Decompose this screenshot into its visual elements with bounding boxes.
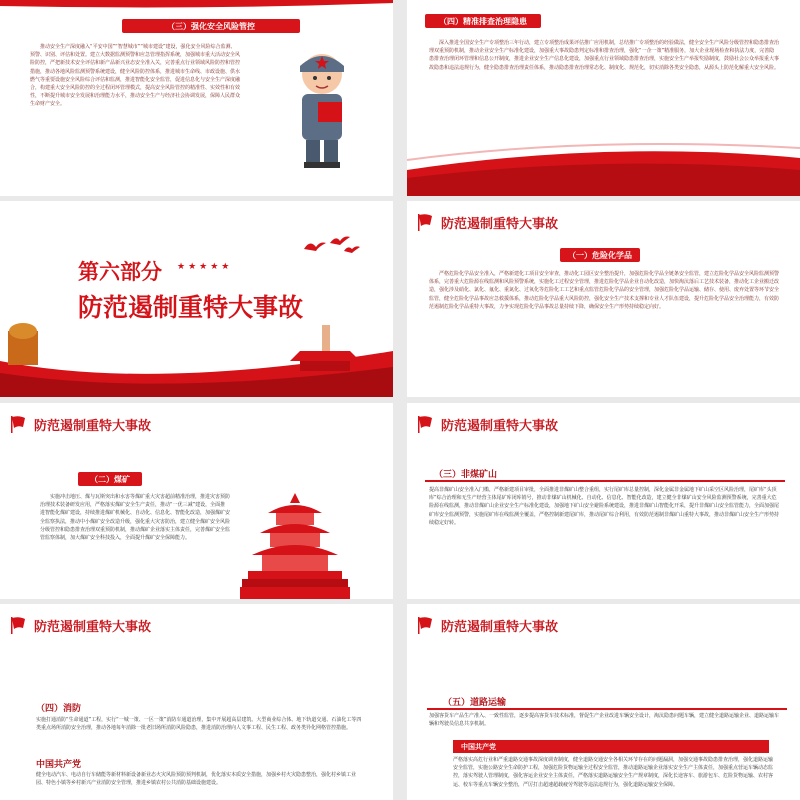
party-flag-icon	[10, 415, 26, 433]
slide-risk-control	[0, 0, 393, 196]
slide-header	[10, 614, 151, 636]
section-paragraph: 深入推进全国安全生产专项整治三年行动，建立专项整治成果评估推广应用机制，总结推广专项整治的经验做法，健全安全生产风险分级管控和隐患排查治理双重预防机制，推动企业安全生产标准化建设，加强重大事故隐患判定标准和排查治理，强化“一企一策”精准服务，加大企业现场检查和执法力度，完善隐患排查治理闭环管理和信息公开制度，推进企业安全生产信息化建设，加强重点行业领域隐患排查治理，实施安全生产举报奖励制度，鼓励社会公众举报重大事故隐患和违法违规行为，健全隐患排查治理责任体系，推动隐患排查治理常态化、制度化、规范化，切实消除各类安全隐患，从源头上防范化解重大安全风险。	[429, 40, 779, 71]
party-flag-icon	[417, 415, 433, 433]
subheading-underline	[427, 708, 787, 710]
party-flag-icon	[10, 616, 26, 634]
soldier-reading-illustration	[288, 48, 356, 170]
section-paragraph: 健全电动汽车、电动自行车储能等新材料新设备新业态火灾风险预防预判机制，优化落实本质安全措施，加强乡村火灾隐患整治，强化村乡镇工业园、特色小镇等乡村新兴产业消防安全管理，推进乡镇农村公共消防基础设施建设。	[36, 772, 357, 787]
party-flag-icon	[417, 213, 433, 231]
slide-header	[417, 413, 558, 435]
temple-of-heaven-illustration	[240, 487, 350, 599]
section-paragraph: 严格落实高危行业和严重道路交通事故深度调查制度，健全道路交通安全各相关环节存在的问题漏洞，加强交通事故隐患排查治理，强化道路运输安全监管，实施公路安全生命防护工程，加强危险货物运输全过程安全监管，推动道路运输企业落实安全生产主体责任，加强重点营运车辆动态监控，落实驾驶人管理制度，强化客运企业安全主体责任，严格落实道路运输安全生产规章制度，深化长途客车、旅游包车、危险货物运输、农村客运、校车等重点车辆安全整治，严厉打击超速超载疲劳驾驶等违法违规行为，强化道路运输安全保障。	[453, 757, 773, 788]
section-subheading: （三）非煤矿山	[434, 470, 498, 480]
section-subheading: （四）精准排查治理隐患	[425, 14, 541, 28]
top-ribbon-decoration	[0, 0, 393, 10]
section-subheading: （四）消防	[36, 704, 82, 714]
slide-hazard-inspection	[407, 0, 800, 196]
slide-section-cover	[0, 201, 393, 397]
slide-header-title: 防范遏制重特大事故	[441, 216, 559, 232]
section-paragraph: 实施打通消防“生命通道”工程，实行“一城一策、一区一策”消防车通道治理，集中开展超高层建筑、大型商业综合体、地下轨道交通、石油化工等四类重点场所消防安全治理，推动各地每年消除一批老旧场所消防风险隐患，推进消防治理向人文事工程、民生工程、政务类异化网格管控措施。	[36, 717, 362, 732]
section-subheading: （二）煤矿	[78, 472, 142, 486]
slide-road-transport	[407, 604, 800, 800]
subheading-underline	[425, 480, 785, 482]
party-flag-icon	[417, 616, 433, 634]
slide-header	[417, 211, 558, 233]
section-paragraph: 提高非煤矿山安全准入门槛，严格新建项目审批，全面推进非煤矿山整合重组，实行尾矿库总量控制，深化金属非金属地下矿山采空区风险治理，尾矿库“头顶库”综合治理和无生产经营主体尾矿库闭库销号，推动非煤矿山机械化、自动化、信息化、智能化改造，建立健全非煤矿山安全风险监测预警系统，完善重大危险源在线监测，推动非煤矿山企业安全生产标准化建设，加强地下矿山安全避险系统建设，推进非煤矿山智能化开采，提升非煤矿山安全监管能力，全面加强尾矿库安全监测预警，实施尾矿库在线监测全覆盖，严格控制新建尾矿库，推动尾矿综合利用，有效防范遏制非煤矿山重特大事故，推动非煤矿山安全生产形势持续稳定好转。	[429, 487, 780, 526]
slide-header-title: 防范遏制重特大事故	[441, 619, 559, 635]
party-heading: 中国共产党	[36, 760, 82, 770]
section-paragraph: 推动安全生产深度融入“平安中国”“智慧城市”“城市建设”建设，强化安全风险综合监测、预警、识别、评估和处置。建立大数据监测预警和应急管理指挥系统，加强城市重大活动安全风险防控，严把新技术安全评估和新产品新兴业态安全准入关，完善重点行业领域风险防控和管控措施，推动各地风险监测预警系统建设，健全风险防控体系，推进城市生命线、市政设施、供水燃气等重要设施安全风险综合评估和监测，推进智能化安全监管，促进信息化与安全生产深度融合，构建重大安全风险防控的全过程闭环管理模式，提高安全风险管控的精准性、实效性和有效性，不断提升城市安全发展和治理能力水平，推动安全生产与经济社会协调发展，保障人民群众生命财产安全。	[30, 44, 240, 108]
slide-fire-safety	[0, 604, 393, 800]
rating-stars-decoration: ★★★★★	[177, 262, 233, 272]
slide-header-title: 防范遏制重特大事故	[441, 418, 559, 434]
section-paragraph: 实施冲击地压、煤与瓦斯突出和水害等煤矿重大灾害超前精准治理，推进灾害预防治理技术装备研发应用，严格落实煤矿安全生产责任，推动“一优三减”建设，全面推进智能化煤矿建设，持续推进煤矿机械化、自动化、信息化、智能化改造，加强煤矿安全监察执法，推动中小煤矿安全改造升级，强化重大灾害防治，建立健全煤矿安全风险分级管控和隐患排查治理双重预防机制，推动煤矿企业落实主体责任，完善煤矿安全监管监察体制，加大煤矿安全科技投入，全面提升煤矿安全保障能力。	[40, 494, 230, 542]
section-subheading: （一）危险化学品	[560, 248, 640, 262]
section-paragraph: 严格危险化学品安全准入，严格新建化工项目安全审查，推动化工园区安全整治提升，加强危险化学品全链条安全监管，建立危险化学品安全风险监测预警体系，完善重大危险源在线监测和风险预警系统，实施化工过程安全管理，推进危险化学品企业自动化改造，加快淘汰落后工艺技术装备，推动化工企业搬迁改造，强化涉及硝化、氯化、氟化、重氮化、过氧化等危险化工工艺和重点监管危险化学品的安全管理，加强危险化学品运输、储存、使用、废弃处置等环节安全监管，健全危险化学品事故应急救援体系，推动危险化学品重大风险防控，强化安全生产技术支撑和专业人才队伍建设，提升危险化学品安全治理能力，有效防范遏制危险化学品重特大事故，力争实现危险化学品事故总量持续下降，确保安全生产形势持续稳定向好。	[429, 271, 780, 310]
party-heading: 中国共产党	[453, 740, 769, 753]
slide-coal-mine	[0, 403, 393, 599]
slide-header-title: 防范遏制重特大事故	[34, 619, 152, 635]
bottom-ribbon-decoration	[407, 140, 800, 196]
section-subheading: （五）道路运输	[443, 698, 507, 708]
part-label: 第六部分	[78, 260, 162, 284]
slide-non-coal-mine	[407, 403, 800, 599]
part-title: 防范遏制重特大事故	[78, 293, 304, 322]
slide-header	[417, 614, 558, 636]
section-paragraph: 加强客货车产品生产准入、一致性监管，逐步提高客货车技术标准，督促生产企业改进车辆安全设计，淘汰隐患问题车辆，建立健全道路运输企业、道路运输车辆和驾驶员信息共享机制。	[429, 713, 780, 728]
slide-header	[10, 413, 151, 435]
slide-hazardous-chemicals	[407, 201, 800, 397]
section-subheading: （三）强化安全风险管控	[122, 19, 300, 33]
slide-header-title: 防范遏制重特大事故	[34, 418, 152, 434]
flying-doves-decoration	[300, 233, 360, 259]
landmark-skyline-illustration	[0, 321, 393, 397]
